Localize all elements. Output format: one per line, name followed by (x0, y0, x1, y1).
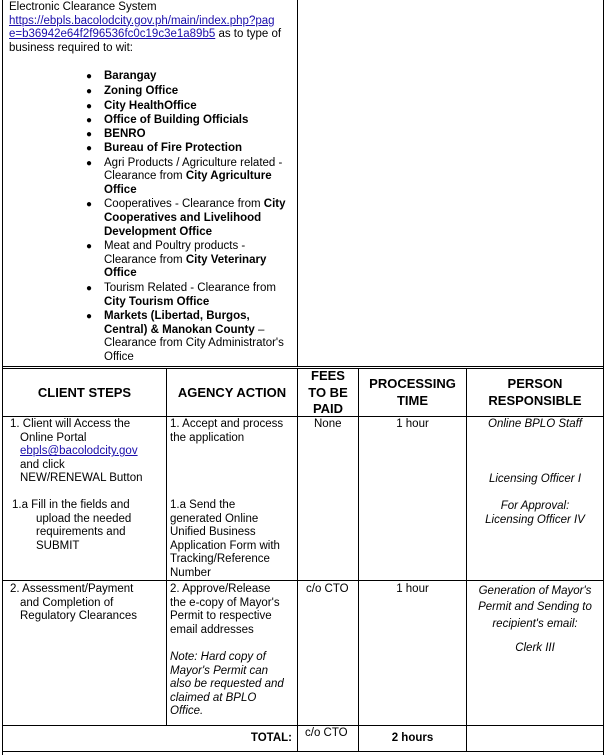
total-label: TOTAL: (250, 732, 292, 744)
row1-client-substep (12, 499, 166, 553)
office-item (86, 70, 300, 84)
header-person-line: PERSON (507, 376, 563, 391)
grid-line (2, 725, 604, 726)
office-name: City (263, 198, 286, 211)
office-item (86, 142, 300, 156)
text-line: Permit and Sending to (478, 601, 592, 614)
text-line: 1.a Fill in the fields and (12, 499, 130, 511)
text-line: 1. Client will Access the (10, 418, 131, 430)
portal-url-part1[interactable]: https://ebpls.bacolodcity.gov.ph/main/index.php?pag (9, 14, 275, 27)
header-person-line: RESPONSIBLE (488, 392, 582, 408)
office-name: Bureau of Fire Protection (104, 142, 243, 155)
office-item (86, 240, 300, 281)
office-item (86, 114, 300, 128)
grid-line (603, 0, 604, 755)
office-name: Central) & Manokan County (104, 323, 255, 336)
text-line: Number (170, 566, 211, 579)
text-line: the e-copy of Mayor's (170, 596, 280, 609)
row1-agency-substep (170, 499, 297, 581)
text-line: recipient's email: (492, 617, 578, 630)
text-line: NEW/RENEWAL Button (20, 472, 143, 485)
office-item (86, 310, 300, 364)
text-line: 2. Assessment/Payment (10, 583, 134, 595)
bullet-icon: ● (86, 129, 93, 141)
text-line: Licensing Officer IV (485, 513, 585, 526)
text-line: Mayor's Permit can (170, 664, 269, 677)
text-line: Tracking/Reference (170, 553, 270, 566)
office-name: BENRO (104, 128, 146, 141)
header-fees (298, 368, 358, 418)
text-line: and Completion of (20, 596, 114, 609)
office-text: Clearance from (104, 253, 186, 266)
office-name: Development Office (104, 225, 212, 238)
office-name: Office (104, 183, 137, 196)
grid-line (2, 580, 604, 581)
row1-agency-action (170, 418, 297, 445)
office-item (86, 85, 300, 99)
text-line: Generation of Mayor's (478, 585, 592, 597)
row1-person-licensing: Licensing Officer I (488, 473, 582, 485)
portal-link[interactable] (9, 15, 299, 42)
row1-person-online: Online BPLO Staff (488, 418, 582, 430)
office-name: City Tourism Office (104, 295, 210, 308)
text-line: Permit to respective (170, 610, 272, 623)
portal-email-link[interactable]: ebpls@bacolodcity.gov (20, 445, 138, 458)
row2-processing-time: 1 hour (396, 583, 429, 595)
office-item (86, 128, 300, 142)
text-line: upload the needed (36, 512, 132, 525)
office-name: Office of Building Officials (104, 114, 249, 127)
office-item (86, 156, 300, 198)
header-fees-line: PAID (312, 401, 344, 416)
header-client-steps: CLIENT STEPS (37, 385, 132, 400)
bullet-icon: ● (86, 199, 93, 211)
intro-cell (9, 1, 299, 55)
text-line: and click (20, 458, 65, 471)
office-text: Agri Products / Agriculture related - (104, 156, 283, 169)
header-person-responsible (467, 376, 603, 409)
total-fee: c/o CTO (305, 727, 348, 739)
text-line: email addresses (170, 623, 254, 636)
office-item (86, 281, 300, 309)
office-name: Office (104, 267, 137, 280)
bullet-icon: ● (86, 311, 93, 323)
office-item (86, 198, 300, 239)
row1-person-approval (467, 500, 603, 527)
intro-line-last: business required to wit: (9, 41, 134, 54)
text-line: also be requested and (170, 678, 284, 691)
text-line: generated Online (170, 512, 259, 525)
intro-line: Electronic Clearance System (9, 1, 157, 13)
bullet-icon: ● (86, 86, 93, 98)
header-processing-time (359, 376, 466, 409)
office-list (86, 70, 300, 364)
text-line: Note: Hard copy of (170, 651, 266, 663)
office-text: Clearance from (104, 170, 186, 183)
office-name: Barangay (104, 70, 157, 82)
row1-client-step (10, 418, 166, 486)
office-name: Zoning Office (104, 85, 179, 98)
text-line: Regulatory Clearances (20, 610, 137, 623)
row2-person-clerk: Clerk III (515, 642, 555, 654)
grid-line (2, 751, 604, 752)
bullet-icon: ● (86, 115, 93, 127)
office-text: – (254, 323, 265, 336)
grid-line (2, 366, 604, 367)
header-fees-line: FEES (311, 368, 345, 383)
row2-agency-note (170, 651, 297, 719)
grid-line (297, 368, 298, 752)
office-name: City Agriculture (185, 170, 272, 183)
text-line: Online Portal (20, 431, 87, 444)
text-line: Unified Business (170, 526, 256, 539)
text-line: SUBMIT (36, 539, 80, 552)
office-text: Clearance from City Administrator's (104, 337, 284, 350)
grid-line (166, 368, 167, 726)
bullet-icon: ● (86, 71, 93, 82)
text-line: 2. Approve/Release (170, 583, 271, 595)
text-line: the application (170, 431, 245, 444)
office-item (86, 100, 300, 114)
bullet-icon: ● (86, 101, 93, 113)
office-name: Cooperatives and Livelihood (104, 211, 262, 224)
row1-fee: None (314, 418, 342, 430)
header-fees-line: TO BE (308, 384, 348, 400)
header-processing-line: PROCESSING (369, 376, 456, 391)
row2-person-responsible (467, 583, 603, 632)
header-processing-line: TIME (396, 392, 429, 408)
text-line: 1.a Send the (170, 499, 236, 511)
text-line: 1. Accept and process (170, 418, 284, 430)
office-name: City HealthOffice (104, 100, 197, 113)
bullet-icon: ● (86, 282, 93, 294)
bullet-icon: ● (86, 143, 93, 155)
office-name: City Veterinary (185, 253, 267, 266)
row1-processing-time: 1 hour (396, 418, 429, 430)
office-name: Markets (Libertad, Burgos, (104, 310, 250, 323)
row2-fee: c/o CTO (306, 583, 349, 595)
office-text: Office (104, 350, 134, 363)
office-text: Meat and Poultry products - (104, 240, 246, 253)
office-text: Cooperatives - Clearance from (104, 198, 264, 211)
row2-client-step (10, 583, 166, 624)
row2-agency-action (170, 583, 297, 637)
text-line: For Approval: (500, 500, 570, 512)
text-line: Office. (170, 705, 204, 718)
bullet-icon: ● (86, 241, 93, 253)
text-line: Application Form with (170, 539, 280, 552)
portal-url-part2[interactable]: e=b36942e64f2f96536fc0c19c3e1a89b5 (9, 28, 216, 41)
total-processing-time: 2 hours (391, 732, 434, 744)
office-text: Tourism Related - Clearance from (104, 281, 276, 294)
bullet-icon: ● (86, 157, 93, 169)
header-agency-action: AGENCY ACTION (177, 385, 287, 400)
text-line: requirements and (36, 526, 126, 539)
text-line: claimed at BPLO (170, 691, 257, 704)
grid-line (2, 0, 3, 755)
intro-url-after: as to type of (215, 28, 282, 41)
